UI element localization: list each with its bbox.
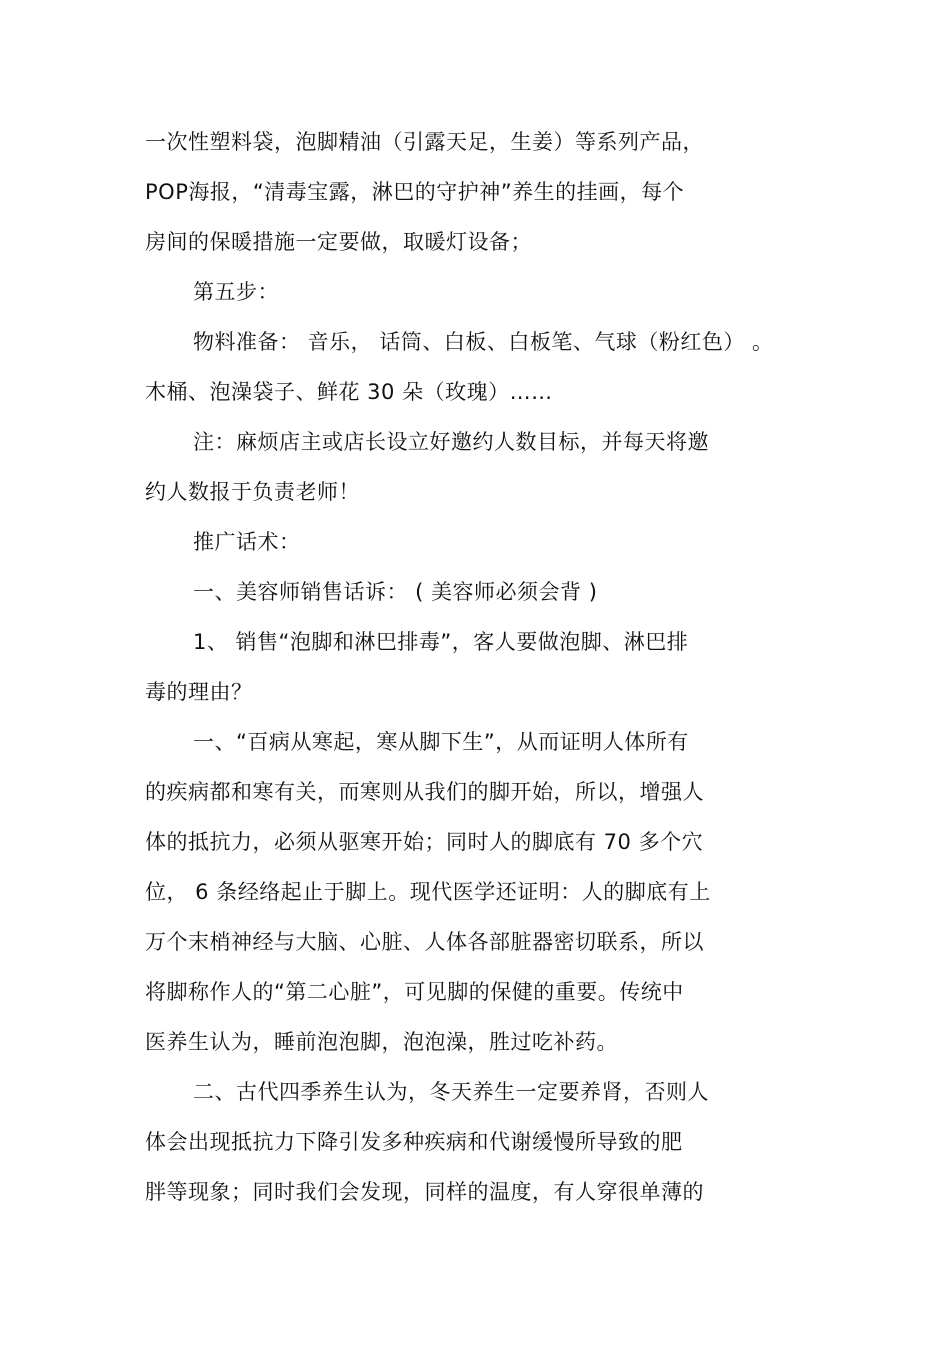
text-line: 二、古代四季养生认为，冬天养生一定要养肾，否则人 [193, 1080, 709, 1104]
section-heading: 推广话术： [193, 530, 301, 554]
section-heading: 第五步： [193, 280, 279, 304]
text-line: 房间的保暖措施一定要做，取暖灯设备； [145, 230, 532, 254]
text-line: 万个末梢神经与大脑、心脏、人体各部脏器密切联系，所以 [145, 930, 704, 954]
text-line: 物料准备： 音乐， 话筒、白板、白板笔、气球（粉红色） 。 [193, 330, 774, 354]
text-line: 1、 销售“泡脚和淋巴排毒”，客人要做泡脚、淋巴排 [193, 630, 689, 654]
text-line: 医养生认为，睡前泡泡脚，泡泡澡，胜过吃补药。 [145, 1030, 618, 1054]
note-line: 约人数报于负责老师！ [145, 480, 360, 504]
text-line: 体会出现抵抗力下降引发多种疾病和代谢缓慢所导致的肥 [145, 1130, 683, 1154]
text-line: 将脚称作人的“第二心脏”，可见脚的保健的重要。传统中 [145, 980, 684, 1004]
text-line: 位， 6 条经络起止于脚上。现代医学还证明：人的脚底有上 [145, 880, 711, 904]
text-line: 胖等现象；同时我们会发现，同样的温度，有人穿很单薄的 [145, 1180, 704, 1204]
text-line: 体的抵抗力，必须从驱寒开始；同时人的脚底有 70 多个穴 [145, 830, 704, 854]
text-line: 木桶、泡澡袋子、鲜花 30 朵（玫瑰）…… [145, 380, 553, 404]
text-line: 的疾病都和寒有关，而寒则从我们的脚开始，所以，增强人 [145, 780, 704, 804]
text-line: 毒的理由？ [145, 680, 253, 704]
text-line: 一、“百病从寒起，寒从脚下生”，从而证明人体所有 [193, 730, 689, 754]
note-line: 注：麻烦店主或店长设立好邀约人数目标，并每天将邀 [193, 430, 709, 454]
text-line: POP海报，“清毒宝露，淋巴的守护神”养生的挂画，每个 [145, 180, 685, 204]
text-line: 一次性塑料袋，泡脚精油（引露天足，生姜）等系列产品， [145, 130, 704, 154]
subsection-heading: 一、美容师销售话诉： ( 美容师必须会背 ) [193, 580, 598, 604]
